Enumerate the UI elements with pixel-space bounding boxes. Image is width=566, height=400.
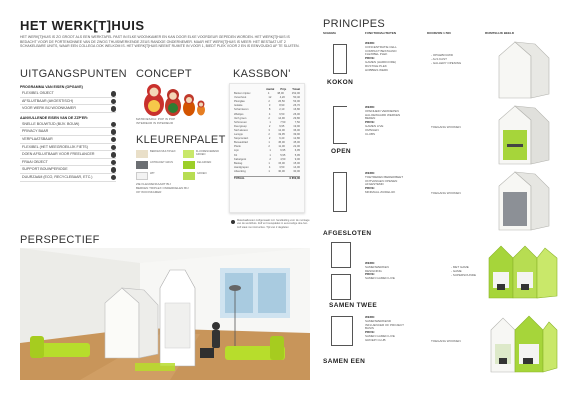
list-item: AFSLUITBAAR (AKOESTISCH) xyxy=(20,98,116,106)
swatch-label: ANTRACIET GRIJS xyxy=(150,161,174,164)
list-item: VOOR WERK BIJ WOONKAMER xyxy=(20,105,116,113)
receipt-cell: 1 xyxy=(268,161,270,165)
receipt-cell: 1 xyxy=(268,169,270,173)
page-title: HET WERK[T]HUIS xyxy=(20,18,145,33)
schema-icon xyxy=(331,274,351,300)
receipt-cell: Bureaublad xyxy=(234,141,248,145)
receipt-cell: 3 xyxy=(268,104,271,108)
uitgangspunten-heading: UITGANGSPUNTEN xyxy=(20,68,127,80)
principe-row-afgesloten xyxy=(323,170,560,236)
column-header: FUNCTIONALITEITEN xyxy=(365,31,396,35)
receipt-cell: Wieltjes xyxy=(234,112,244,116)
list-bullet-icon xyxy=(111,91,117,97)
receipt-cell: Plexiglas xyxy=(234,100,245,104)
receipt-cell: 14,00 xyxy=(293,165,300,169)
receipt-cell: 4,20 xyxy=(279,96,285,100)
receipt-cell: 26,50 xyxy=(278,100,285,104)
receipt-cell: 6,40 xyxy=(279,137,285,141)
doorzon-note: TOEGANG WOONEN xyxy=(431,125,461,129)
kassabon-heading: KASSBON' xyxy=(233,68,291,80)
schema-icon xyxy=(331,242,351,268)
receipt-cell: 2 xyxy=(268,116,270,120)
receipt-cell: 2 xyxy=(268,145,270,149)
swatch-antraciet xyxy=(136,161,148,169)
list-item: DOEN AFSLUITBAAR VOOR FREELANCER xyxy=(20,151,116,159)
receipt-cell: 2 xyxy=(268,100,270,104)
receipt-cell: 1 xyxy=(269,120,271,124)
receipt-cell: 36,00 xyxy=(293,128,300,132)
receipt-cell: 6,50 xyxy=(279,112,285,116)
column-header: SCHEMA xyxy=(323,31,337,35)
row-label: SAMEN EEN xyxy=(323,358,366,365)
receipt-cell: 45,00 xyxy=(293,141,300,145)
list-bullet-icon xyxy=(111,175,117,181)
principe-row-open xyxy=(323,104,560,168)
color-swatch xyxy=(136,150,179,158)
receipt-cell: 2 xyxy=(268,124,271,128)
receipt-cell: 39,90 xyxy=(293,133,300,137)
receipt-cell: 15,00 xyxy=(278,161,285,165)
receipt-cell: 4 xyxy=(268,165,271,169)
row-label: AFGESLOTEN xyxy=(323,230,372,237)
list-bullet-icon xyxy=(111,152,117,158)
cabinet-render xyxy=(485,170,557,232)
receipt-cell: 3,50 xyxy=(279,165,285,169)
functions: WERK: OPENHEID VERDIEPEN HALOEWAARD WERKEN BEDEN PRIVE: GAMEN LIVE OMNILEN CLUBS xyxy=(365,105,401,136)
receipt-cell: Berken triplex xyxy=(234,92,251,96)
receipt-cell: Scharnieren xyxy=(234,108,249,112)
swatch-berken xyxy=(136,150,148,158)
row-label: OPEN xyxy=(331,148,352,155)
doorzon-note: TOEGANG WOONEN xyxy=(431,339,461,343)
receipt-cell: 6,95 xyxy=(294,149,300,153)
doorzon-note: - MET GAME - GAME - SUPERSOUNDE xyxy=(451,265,477,277)
kleurenpalet-heading: KLEURENPALET xyxy=(136,134,226,146)
receipt-cell: Lampje xyxy=(234,133,243,137)
receipt-cell: Verf groen xyxy=(234,116,247,120)
color-swatch xyxy=(183,150,226,158)
receipt-row xyxy=(234,170,300,174)
cabinet-render xyxy=(485,40,557,100)
receipt-cell: Vurenhout xyxy=(234,96,247,100)
list-item: SUPPORT BOUWPERIODE xyxy=(20,166,116,174)
receipt-cell: 2 xyxy=(268,137,271,141)
receipt-cell: 50,40 xyxy=(293,96,300,100)
receipt-cell: 7,50 xyxy=(294,120,300,124)
intro-text: HET WERK[T]HUIS IS ZO GROOT ALS EEN WERKTAFEL PAST IN ELKE WOONKAMER EN KAN DOOR ELKE VOORDEUR GEPEDEN WORDEN. HET WERK[T]HUIS IS BEDACHT VOOR DE PORTEMONNEE VAN DE ZWOG THUISWERKENDE ZEUS RANDGE ONDERNEMER. MAAR HET WERK[T]HUIS IS MEER: HET BESTAAT UIT 2 SCHAKELBARE UNITS, WAAR EEN COLLEGA OOK WELKOM IS. HET WERK[T]HUIS NEEMT RUIMTE IN VOOR 1, BIEDT PLEK VOOR 2 EN IS EENVOUDIG AF TE SLUITEN. xyxy=(20,35,300,48)
receipt-cell: 2 xyxy=(268,133,270,137)
receipt-cell: 26,00 xyxy=(293,112,300,116)
footnote-text: Materiaalkosten zelfgemaakt incl. handleiding voor de montage van de werkthuis. Zelf en bouwpakket in eenvoudige doe-het-zelf staat met instructies. Tijd van 2 dagdelen xyxy=(237,219,310,229)
receipt-cell: 9,95 xyxy=(279,124,285,128)
receipt-cell: 4,50 xyxy=(280,157,286,161)
color-swatch xyxy=(183,172,226,180)
receipt-cell: 12,80 xyxy=(293,137,300,141)
swatch-label: GROEN xyxy=(197,172,207,175)
principe-row-kokon xyxy=(323,40,560,102)
column-header: RUIMTELIJK BEELD xyxy=(485,31,515,35)
schema-icon xyxy=(333,44,347,74)
receipt-cell: Afwerking xyxy=(234,169,246,173)
receipt-cell: 8 xyxy=(268,108,271,112)
swatch-wit xyxy=(136,172,148,180)
cabinet-render xyxy=(485,314,560,376)
list-bullet-icon xyxy=(111,137,117,143)
receipt-cell: Stopcontact xyxy=(234,137,249,141)
receipt-cell: 6,95 xyxy=(280,149,286,153)
receipt-col: Prijs xyxy=(280,88,287,91)
functions: WERK: TOETREDEN BEREIKBEET ONTVANGEN OPENEN AFGESTEMD PRIVE: MINIMAAL ZUIDELIJK xyxy=(365,171,404,194)
list-bullet-icon xyxy=(111,160,117,166)
list-item: FRAAI OBJECT xyxy=(20,159,116,167)
list-heading-aanvullend: AANVULLENDE EISEN VAN DE ZZP'ER: xyxy=(20,115,89,120)
receipt-cell: Plank xyxy=(234,145,241,149)
list-item: FLEXIBEL (HET MEEGROEILIJK FIETS) xyxy=(20,144,116,152)
receipt-cell: 11,00 xyxy=(278,145,285,149)
list-item: DUURZAAM (ECO, RECYCLEBAAR, ETC.) xyxy=(20,174,116,182)
list-bullet-icon xyxy=(111,129,117,135)
receipt-cell: Schroeven xyxy=(234,120,247,124)
receipt-cell: Isolatie xyxy=(234,104,243,108)
doorzon-note: TOEGANG WOONEN xyxy=(431,191,461,195)
receipt-cell: 7,50 xyxy=(280,120,286,124)
swatch-groen xyxy=(183,172,195,180)
swatch-label: FLUORESCEREND GROEN xyxy=(195,150,220,157)
receipt-cell: 5,95 xyxy=(294,153,300,157)
list-bullet-icon xyxy=(111,167,117,173)
color-swatch xyxy=(183,161,226,169)
cabinet-render xyxy=(485,104,557,166)
receipt-cell: 1 xyxy=(269,149,271,153)
column-header: DOORZON 1:500 xyxy=(427,31,451,35)
receipt-cell: 19,95 xyxy=(278,133,285,137)
functions: WERK: CONCENTRATIE CELL COMPACT BESTAAND FLEXIBEL PLEK PRIVE: GAMEN (HARDCORE) RUSTIGE PLEK HOBBIES WERK xyxy=(365,41,397,72)
palette-note: ZIE KLEURENKAART BIJ BERKEN TRIPLEX ONDERDELEN BIJ OP WOONKAMER xyxy=(136,182,189,194)
principes-columns xyxy=(323,32,560,38)
receipt-cell: 5,95 xyxy=(280,153,286,157)
receipt-cell: 29,80 xyxy=(293,116,300,120)
receipt-cell: 19,90 xyxy=(293,124,300,128)
swatch-label: FELGROEN xyxy=(197,161,212,164)
row-label: KOKON xyxy=(327,79,354,86)
swatch-label: WIT xyxy=(150,172,155,175)
perspective-render xyxy=(20,248,310,380)
receipt-cell: 9,00 xyxy=(294,157,300,161)
schema-icon xyxy=(331,316,353,346)
receipt-cell: 12 xyxy=(268,96,272,100)
color-swatch xyxy=(136,161,179,169)
total-label: TOTAAL xyxy=(234,176,245,180)
receipt-cell: 8,90 xyxy=(279,104,285,108)
receipt-cell: 53,00 xyxy=(293,100,300,104)
list-item: FLEXIBEL OBJECT xyxy=(20,90,116,98)
concept-text: MATROESJKA: POP IN POP INTERIEUR IN INTERIEUR xyxy=(136,117,176,125)
receipt-cell: 4 xyxy=(268,112,271,116)
uitgangspunten-list xyxy=(20,83,116,182)
receipt-cell: 152,00 xyxy=(291,92,300,96)
receipt-cell: 15,00 xyxy=(293,161,300,165)
receipt-cell: Deurgreep xyxy=(234,124,247,128)
receipt-total xyxy=(234,176,300,181)
principe-row-samen-twee xyxy=(323,238,560,308)
schema-icon xyxy=(333,172,347,212)
perspectief-heading: PERSPECTIEF xyxy=(20,234,100,246)
receipt-footnote xyxy=(231,219,311,229)
concept-heading: CONCEPT xyxy=(136,68,192,80)
receipt-cell: 3 xyxy=(268,128,270,132)
receipt-cell: 30,00 xyxy=(278,169,285,173)
receipt-cell: 16,80 xyxy=(293,108,300,112)
receipt-cell: 2,10 xyxy=(279,108,285,112)
receipt-cell: Stof akoest. xyxy=(234,128,249,132)
receipt-col: Totaal xyxy=(292,88,300,91)
receipt-cell: 22,00 xyxy=(293,145,300,149)
color-swatch xyxy=(136,172,179,180)
receipt-col: Aantal xyxy=(266,88,275,91)
list-heading-programma: PROGRAMMA VAN EISEN (OPGAVE) xyxy=(20,85,83,89)
receipt-rows xyxy=(234,92,300,174)
schema-icon xyxy=(333,106,347,144)
bullet-icon xyxy=(231,220,235,224)
receipt-cell: Kabelgoot xyxy=(234,157,247,161)
receipt-cell: 4 xyxy=(267,92,270,96)
receipt-cell: 30,00 xyxy=(293,169,300,173)
receipt-cell: Beslag xyxy=(234,161,243,165)
receipt xyxy=(229,83,305,213)
receipt-cell: 26,70 xyxy=(293,104,300,108)
receipt-cell: Handgrepen xyxy=(234,165,249,169)
functions: WERK: SAMENWERKEN DESIGNING PRIVE: SAMEN GAMEN LIVE xyxy=(365,261,395,281)
swatch-fluo-groen xyxy=(183,150,194,158)
list-item: VERPLAATSBAAR xyxy=(20,136,116,144)
total-value: € 650,00 xyxy=(289,176,300,180)
list-bullet-icon xyxy=(111,122,117,128)
swatch-label: BERKEN MULTIPLEX xyxy=(150,150,176,153)
principes-heading: PRINCIPES xyxy=(323,18,385,30)
list-bullet-icon xyxy=(111,145,117,151)
doorzon-note: - OPGEBOUWD - ALS KAST - GALLERY OPENING xyxy=(431,53,462,65)
receipt-cell: 38,00 xyxy=(277,92,284,96)
receipt-cell: 1 xyxy=(268,141,270,145)
list-bullet-icon xyxy=(111,99,117,105)
color-palette xyxy=(136,150,226,194)
matryoshka-icon xyxy=(140,82,210,116)
receipt-cell: 1 xyxy=(269,153,271,157)
receipt-cell: 14,90 xyxy=(278,116,285,120)
list-item: SNELLE BOUWTIJD (BIJV. BOUW) xyxy=(20,121,116,129)
swatch-felgroen xyxy=(183,161,195,169)
receipt-cell: 12,00 xyxy=(278,128,285,132)
list-item: PRIVACY BAAR xyxy=(20,128,116,136)
receipt-cell: 45,00 xyxy=(278,141,285,145)
receipt-cell: Lijm xyxy=(234,149,239,153)
receipt-cell: Kit xyxy=(234,153,238,157)
list-bullet-icon xyxy=(111,106,117,112)
functions: WERK: SAMENWERKEND INFLUENCER OF PROJECT BASIS PRIVE: SAMEN GAMEN LIVE GROEP/ CLUB xyxy=(365,315,405,342)
receipt-cell: 2 xyxy=(269,157,271,161)
principe-row-samen-een xyxy=(323,312,560,384)
row-label: SAMEN TWEE xyxy=(329,302,378,309)
cabinet-render xyxy=(485,244,560,300)
